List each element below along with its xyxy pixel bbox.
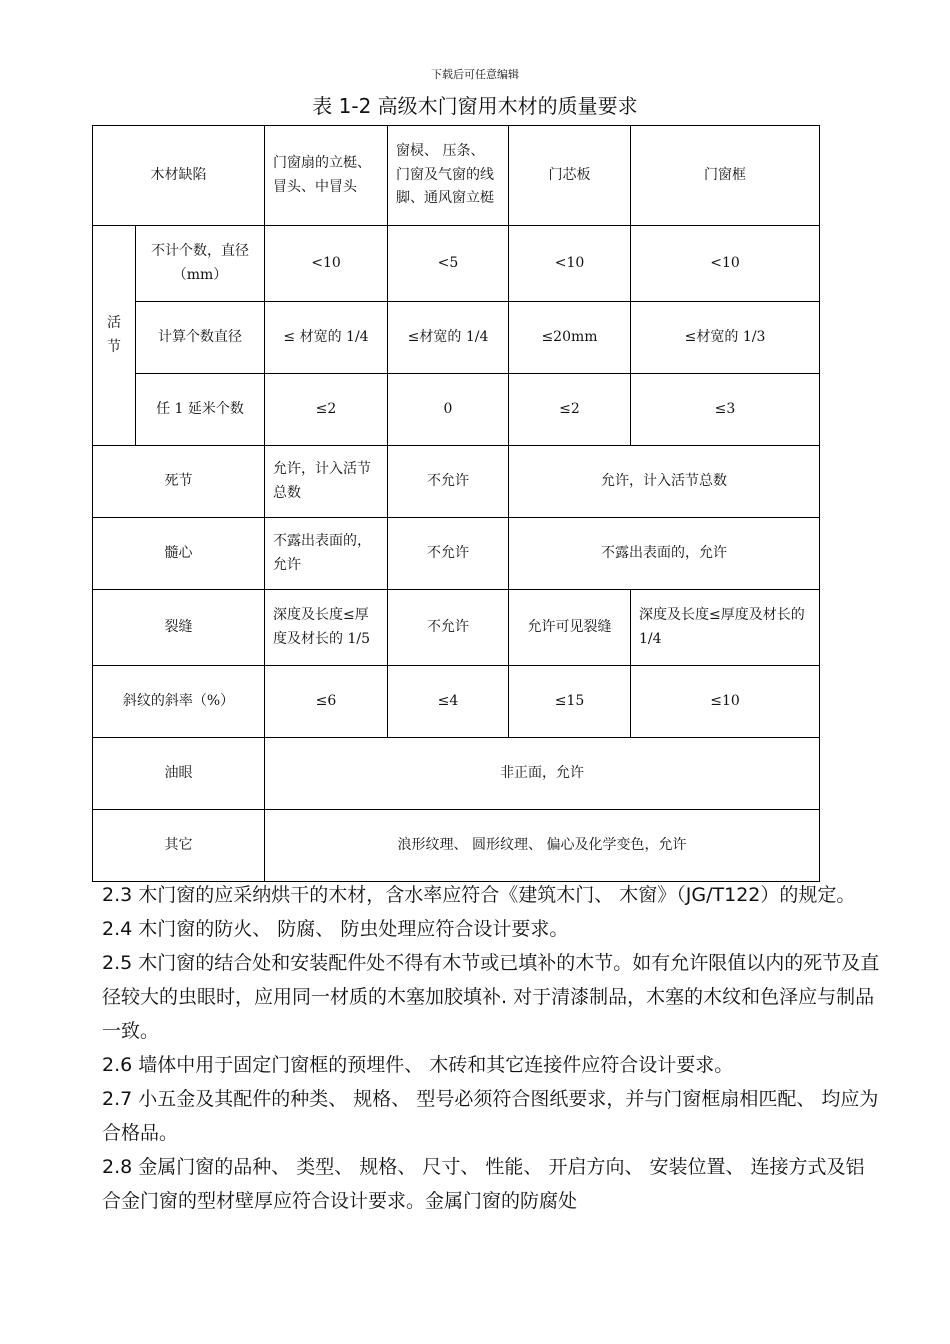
table-row bbox=[93, 302, 820, 374]
table-row bbox=[93, 518, 820, 590]
table-row bbox=[93, 446, 820, 518]
table-row bbox=[93, 666, 820, 738]
cell: ≤材宽的 1/4 bbox=[388, 302, 509, 374]
cell: <10 bbox=[631, 226, 820, 302]
cell: 不露出表面的，允许 bbox=[265, 518, 388, 590]
cell: ≤10 bbox=[631, 666, 820, 738]
table-row bbox=[93, 226, 820, 302]
row-label: 任 1 延米个数 bbox=[136, 374, 265, 446]
cell: ≤ 材宽的 1/4 bbox=[265, 302, 388, 374]
paragraph-2-7: 2.7 小五金及其配件的种类、 规格、 型号必须符合图纸要求，并与门窗框扇相匹配、 均应为合格品。 bbox=[102, 1088, 879, 1144]
paragraph-2-8: 2.8 金属门窗的品种、 类型、 规格、 尺寸、 性能、 开启方向、 安装位置、 连接方式及铝合金门窗的型材壁厚应符合设计要求。金属门窗的防腐处 bbox=[102, 1156, 865, 1212]
table-title: 表 1-2 高级木门窗用木材的质量要求 bbox=[312, 94, 638, 118]
live-knot-label bbox=[93, 226, 136, 446]
cell: <10 bbox=[265, 226, 388, 302]
header-col3: 门芯板 bbox=[509, 126, 631, 226]
table-row bbox=[93, 738, 820, 810]
row-label: 死节 bbox=[93, 446, 265, 518]
table-header-row bbox=[93, 126, 820, 226]
quality-table bbox=[92, 125, 820, 882]
table-row bbox=[93, 810, 820, 882]
cell: 浪形纹理、 圆形纹理、 偏心及化学变色，允许 bbox=[265, 810, 820, 882]
row-label: 裂缝 bbox=[93, 590, 265, 666]
cell: 深度及长度≤厚度及材长的 1/5 bbox=[265, 590, 388, 666]
cell: ≤2 bbox=[509, 374, 631, 446]
cell: ≤20mm bbox=[509, 302, 631, 374]
live-knot-label-top: 活 bbox=[107, 314, 121, 331]
cell: ≤2 bbox=[265, 374, 388, 446]
row-label: 计算个数直径 bbox=[136, 302, 265, 374]
row-label: 斜纹的斜率（%） bbox=[93, 666, 265, 738]
cell: ≤材宽的 1/3 bbox=[631, 302, 820, 374]
header-col1: 门窗扇的立梃、冒头、中冒头 bbox=[265, 126, 388, 226]
cell: 不允许 bbox=[388, 518, 509, 590]
row-label: 油眼 bbox=[93, 738, 265, 810]
cell: 允许，计入活节总数 bbox=[509, 446, 820, 518]
cell: ≤4 bbox=[388, 666, 509, 738]
row-label: 不计个数，直径（mm） bbox=[136, 226, 265, 302]
paragraph-2-3: 2.3 木门窗的应采纳烘干的木材，含水率应符合《建筑木门、 木窗》（JG/T122）的规定。 bbox=[102, 884, 856, 906]
table-row bbox=[93, 590, 820, 666]
cell: 不允许 bbox=[388, 590, 509, 666]
cell: 允许可见裂缝 bbox=[509, 590, 631, 666]
cell: <5 bbox=[388, 226, 509, 302]
cell: 深度及长度≤厚度及材长的 1/4 bbox=[631, 590, 820, 666]
header-col2: 窗棂、 压条、 门窗及气窗的线脚、通风窗立梃 bbox=[388, 126, 509, 226]
header-col4: 门窗框 bbox=[631, 126, 820, 226]
cell: 0 bbox=[388, 374, 509, 446]
body-text bbox=[102, 878, 880, 1218]
cell: ≤3 bbox=[631, 374, 820, 446]
cell: ≤15 bbox=[509, 666, 631, 738]
row-label: 髓心 bbox=[93, 518, 265, 590]
cell: <10 bbox=[509, 226, 631, 302]
cell: ≤6 bbox=[265, 666, 388, 738]
table-row bbox=[93, 374, 820, 446]
header-defect: 木材缺陷 bbox=[93, 126, 265, 226]
cell: 不露出表面的，允许 bbox=[509, 518, 820, 590]
cell: 允许，计入活节总数 bbox=[265, 446, 388, 518]
paragraph-2-4: 2.4 木门窗的防火、 防腐、 防虫处理应符合设计要求。 bbox=[102, 918, 569, 940]
live-knot-label-bottom: 节 bbox=[107, 338, 121, 355]
paragraph-2-5: 2.5 木门窗的结合处和安装配件处不得有木节或已填补的木节。如有允许限值以内的死节及直径较大的虫眼时，应用同一材质的木塞加胶填补. 对于清漆制品，木塞的木纹和色泽应与制品一致。 bbox=[102, 952, 880, 1042]
header-note: 下载后可任意编辑 bbox=[431, 68, 519, 81]
paragraph-2-6: 2.6 墙体中用于固定门窗框的预埋件、 木砖和其它连接件应符合设计要求。 bbox=[102, 1054, 734, 1076]
cell: 不允许 bbox=[388, 446, 509, 518]
row-label: 其它 bbox=[93, 810, 265, 882]
cell: 非正面，允许 bbox=[265, 738, 820, 810]
